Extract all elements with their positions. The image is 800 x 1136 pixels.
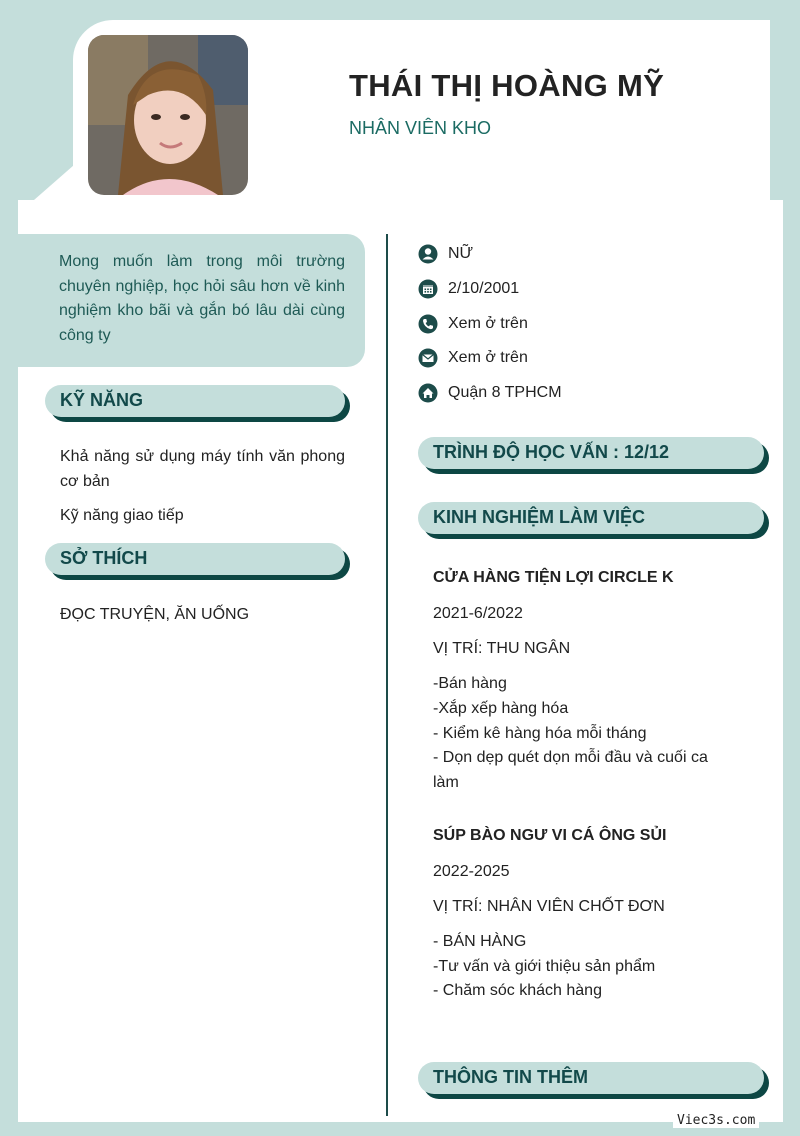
header-notch [34, 165, 74, 200]
contact-email [418, 346, 528, 370]
education-heading: TRÌNH ĐỘ HỌC VẤN : 12/12 [433, 442, 670, 462]
job-period: 2022-2025 [433, 863, 510, 880]
skill-item: Kỹ năng giao tiếp [60, 507, 184, 524]
phone-text: Xem ở trên [448, 315, 528, 332]
experience-heading-pill [418, 502, 764, 534]
home-icon [418, 383, 438, 403]
skills-heading: KỸ NĂNG [60, 390, 144, 410]
job-duty: -Bán hàng [433, 675, 507, 692]
skills-heading-pill [45, 385, 345, 417]
contact-phone [418, 312, 528, 336]
header-right-strip [770, 20, 800, 200]
hobbies-heading: SỞ THÍCH [60, 548, 148, 568]
additional-info-heading-pill [418, 1062, 764, 1094]
objective-text: Mong muốn làm trong môi trường chuyên nghiệp, học hỏi sâu hơn về kinh nghiệm kho bãi và gắn bó lâu dài cùng công ty [59, 253, 345, 344]
calendar-icon [418, 279, 438, 299]
experience-heading: KINH NGHIỆM LÀM VIỆC [433, 507, 646, 527]
job-position: VỊ TRÍ: NHÂN VIÊN CHỐT ĐƠN [433, 898, 665, 915]
education-heading-pill [418, 437, 764, 469]
email-text: Xem ở trên [448, 349, 528, 366]
phone-icon [418, 314, 438, 334]
dob-text: 2/10/2001 [448, 280, 520, 297]
gender-text: NỮ [448, 245, 474, 262]
avatar [88, 35, 248, 195]
job-company: SÚP BÀO NGƯ VI CÁ ÔNG SỦI [433, 827, 667, 844]
column-divider [386, 234, 388, 1116]
mail-icon [418, 348, 438, 368]
contact-dob [418, 277, 519, 301]
contact-address [418, 381, 562, 405]
job-duty: -Tư vấn và giới thiệu sản phẩm [433, 958, 656, 975]
skill-item: Khả năng sử dụng máy tính văn phong cơ bản [60, 448, 345, 490]
job-position: VỊ TRÍ: THU NGÂN [433, 640, 571, 657]
job-duty: - Chăm sóc khách hàng [433, 982, 602, 999]
job-company: CỬA HÀNG TIỆN LỢI CIRCLE K [433, 569, 674, 586]
hobbies-heading-pill [45, 543, 345, 575]
watermark: Viec3s.com [673, 1113, 759, 1128]
sheet-corner [18, 200, 78, 235]
job-duty: - Kiểm kê hàng hóa mỗi tháng [433, 725, 647, 742]
job-title: NHÂN VIÊN KHO [349, 118, 492, 138]
candidate-name: THÁI THỊ HOÀNG MỸ [349, 68, 665, 103]
hobbies-text: ĐỌC TRUYỆN, ĂN UỐNG [60, 606, 250, 623]
address-text: Quận 8 TPHCM [448, 384, 562, 401]
additional-info-heading: THÔNG TIN THÊM [433, 1067, 588, 1087]
job-duty: - Dọn dẹp quét dọn mỗi đầu và cuối ca làm [433, 749, 708, 791]
job-duty: - BÁN HÀNG [433, 933, 527, 950]
contact-gender [418, 242, 473, 266]
user-icon [418, 244, 438, 264]
job-period: 2021-6/2022 [433, 605, 523, 622]
job-duty: -Xắp xếp hàng hóa [433, 700, 569, 717]
